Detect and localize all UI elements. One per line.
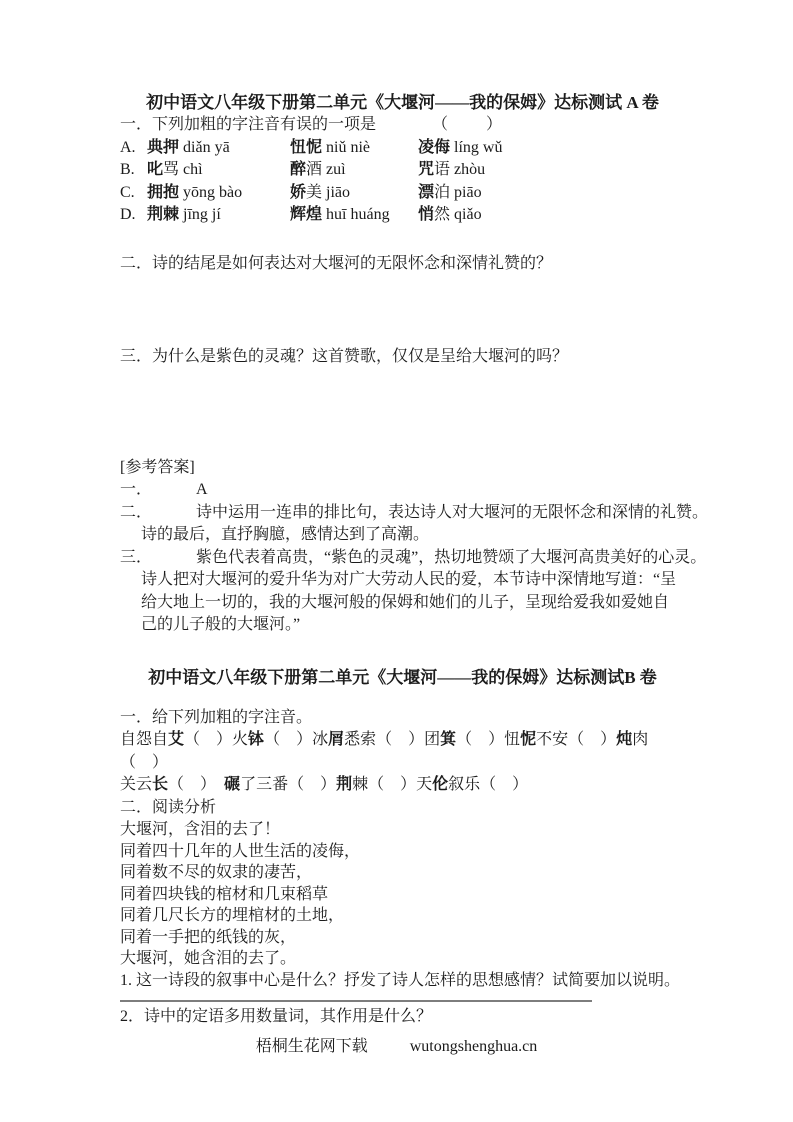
pinyin-text: líng wǔ [454, 138, 503, 156]
pinyin-text: niǔ niè [326, 138, 371, 156]
pinyin-segment: 不安（ ） [536, 731, 617, 748]
term-rest: 美 [306, 183, 323, 201]
option-item [418, 137, 502, 160]
option-item [290, 204, 418, 227]
pinyin-bold-char: 长 [152, 776, 169, 793]
test-a-q3: 三．为什么是紫色的灵魂？这首赞歌，仅仅是呈给大堰河的吗？ [120, 348, 569, 365]
bold-term: 叱 [147, 161, 164, 178]
answer-text: 诗中运用一连串的排比句，表达诗人对大堰河的无限怀念和深情的礼赞。 [196, 503, 709, 521]
pinyin-bold-char: 箕 [440, 731, 457, 748]
answers-header: [参考答案] [120, 458, 195, 476]
option-item [418, 182, 482, 205]
pinyin-segment: 悉索（ ）团 [344, 731, 441, 748]
answer-line [120, 502, 709, 525]
bold-term: 辉煌 [290, 206, 323, 223]
bold-term: 拥抱 [147, 183, 180, 201]
pinyin-segment: （ ）火 [184, 731, 249, 748]
pinyin-text: diǎn yā [183, 138, 230, 156]
term-rest: 泊 [434, 183, 451, 201]
test-a-q1-options [120, 137, 685, 227]
poem-line: 同着数不尽的奴隶的凄苦， [120, 864, 313, 881]
bold-term: 咒 [418, 161, 435, 178]
pinyin-segment: 棘（ ）天 [352, 776, 433, 793]
option-item [147, 204, 290, 227]
pinyin-segment: 肉 [632, 731, 649, 748]
test-a-title: 初中语文八年级下册第二单元《大堰河——我的保姆》达标测试 A 卷 [146, 93, 659, 112]
pinyin-text: chì [183, 161, 203, 178]
poem-line: 同着四十几年的人世生活的凌侮， [120, 842, 361, 860]
test-b-pinyin-exercise [120, 729, 685, 797]
term-rest: 酒 [306, 161, 323, 178]
bold-term: 凌侮 [418, 138, 451, 156]
pinyin-segment: （ ）忸 [456, 731, 521, 748]
poem-line: 同着四块钱的棺材和几束稻草 [120, 885, 329, 903]
pinyin-row [120, 729, 685, 752]
pinyin-segment: （ ）冰 [264, 731, 329, 748]
option-row [120, 182, 685, 205]
test-a-q2: 二．诗的结尾是如何表达对大堰河的无限怀念和深情礼赞的？ [120, 254, 553, 272]
poem-line: 大堰河，含泪的去了！ [120, 821, 281, 838]
answer-item [120, 502, 709, 547]
pinyin-text: qiǎo [454, 206, 482, 223]
bold-term: 娇 [290, 183, 307, 201]
pinyin-segment: （ ） [120, 753, 169, 771]
test-b-title: 初中语文八年级下册第二单元《大堰河——我的保姆》达标测试B 卷 [148, 667, 657, 687]
bold-term: 漂 [418, 183, 435, 201]
pinyin-text: yōng bào [183, 183, 243, 201]
test-a-q1-prompt-line [120, 114, 685, 137]
option-item [418, 159, 485, 182]
answer-text: A [196, 481, 208, 498]
pinyin-text: piāo [454, 183, 482, 201]
term-rest: 骂 [163, 161, 180, 178]
pinyin-segment: 了三番（ ） [240, 776, 337, 793]
pinyin-bold-char: 钵 [248, 731, 265, 748]
answer-line: 给大地上一切的，我的大堰河般的保姆和她们的儿子，呈现给爱我如爱她自 [141, 593, 670, 611]
answer-line: 己的儿子般的大堰河。” [141, 616, 301, 633]
page-footer [0, 1036, 793, 1059]
term-rest: 然 [434, 206, 451, 223]
answer-item [120, 547, 707, 637]
answer-line [120, 547, 707, 570]
option-row [120, 137, 685, 160]
answer-line: 诗人把对大堰河的爱升华为对广大劳动人民的爱，本节诗中深情地写道：“呈 [141, 571, 677, 588]
test-b-sub-q1: 1. 这一诗段的叙事中心是什么？抒发了诗人怎样的思想感情？试简要加以说明。 [120, 971, 681, 989]
pinyin-bold-char: 艾 [168, 731, 185, 748]
term-rest: 语 [434, 161, 451, 178]
bold-term: 忸怩 [290, 138, 323, 156]
answer-label: 三． [120, 548, 153, 566]
pinyin-row [120, 774, 685, 797]
footer-site-url: wutongshenghua.cn [409, 1038, 538, 1055]
answer-line: 诗的最后，直抒胸臆，感情达到了高潮。 [141, 526, 430, 543]
poem-line: 同着一手把的纸钱的灰， [120, 928, 297, 946]
test-a-q1-answer-brackets: （ ） [432, 116, 505, 133]
pinyin-bold-char: 怩 [520, 731, 537, 748]
poem-excerpt [120, 819, 685, 970]
answer-line [120, 479, 685, 502]
answer-label: 一． [120, 481, 153, 498]
pinyin-segment: 关云 [120, 776, 153, 793]
test-b-sub-q2: 2．诗中的定语多用数量词，其作用是什么？ [120, 1008, 433, 1025]
option-item [290, 182, 418, 205]
test-a-q1-prompt: 一．下列加粗的字注音有误的一项是 [120, 116, 377, 133]
option-item [290, 159, 418, 182]
answer-text: 紫色代表着高贵，“紫色的灵魂”，热切地赞颂了大堰河高贵美好的心灵。 [196, 548, 707, 566]
bold-term: 典押 [147, 138, 180, 156]
bold-term: 悄 [418, 206, 435, 223]
option-item [147, 182, 290, 205]
pinyin-bold-char: 伦 [432, 776, 449, 793]
pinyin-text: jiāo [326, 183, 351, 201]
pinyin-text: zuì [326, 161, 346, 178]
pinyin-text: zhòu [454, 161, 486, 178]
pinyin-segment: （ ） [168, 776, 225, 793]
option-row [120, 204, 685, 227]
answers-list [120, 479, 709, 637]
poem-line: 大堰河，她含泪的去了。 [120, 950, 297, 967]
test-b-q2-prompt: 二．阅读分析 [120, 798, 217, 816]
poem-line: 同着几尺长方的埋棺材的土地， [120, 907, 345, 924]
pinyin-bold-char: 炖 [616, 731, 633, 748]
pinyin-bold-char: 碾 [224, 776, 241, 793]
answer-item [120, 479, 685, 502]
pinyin-segment: 叙乐（ ） [448, 776, 529, 793]
test-b-q1-prompt: 一．给下列加粗的字注音。 [120, 708, 313, 726]
option-item [147, 159, 290, 182]
pinyin-row [120, 752, 685, 775]
bold-term: 荆棘 [147, 206, 180, 223]
option-label: B. [120, 161, 135, 178]
option-row [120, 159, 685, 182]
footer-site-name: 梧桐生花网下载 [255, 1038, 368, 1055]
option-label: D. [120, 206, 136, 223]
pinyin-text: huī huáng [326, 206, 390, 223]
option-item [290, 137, 418, 160]
pinyin-segment: 自怨自 [120, 731, 169, 748]
bold-term: 醉 [290, 161, 307, 178]
answer-label: 二． [120, 503, 153, 521]
option-label: A. [120, 138, 136, 156]
option-label: C. [120, 183, 135, 201]
option-item [147, 137, 290, 160]
pinyin-bold-char: 屑 [328, 731, 345, 748]
answer-blank-line [120, 1000, 592, 1002]
option-item [418, 204, 482, 227]
pinyin-text: jīng jí [183, 206, 221, 223]
pinyin-bold-char: 荆 [336, 776, 353, 793]
